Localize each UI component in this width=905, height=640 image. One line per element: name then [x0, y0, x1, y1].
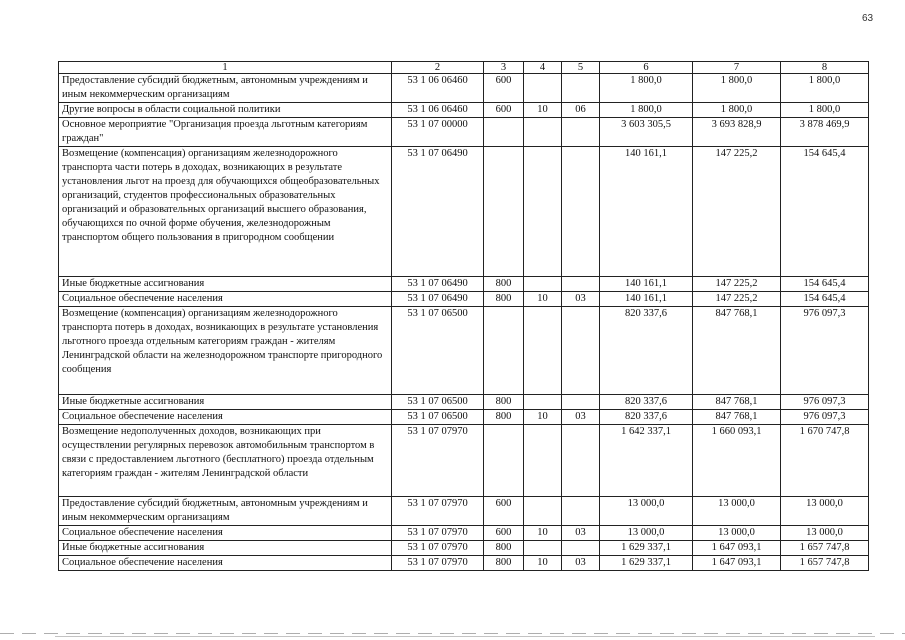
row-c5: 03: [562, 526, 600, 541]
row-c7: 147 225,2: [693, 292, 781, 307]
row-c3: 600: [484, 497, 524, 526]
row-c8: 154 645,4: [781, 277, 869, 292]
row-c4: 10: [524, 556, 562, 571]
row-c5: [562, 497, 600, 526]
row-name: Иные бюджетные ассигнования: [59, 277, 392, 292]
row-c6: 140 161,1: [600, 292, 693, 307]
row-c6: 1 800,0: [600, 74, 693, 103]
row-c8: 1 800,0: [781, 103, 869, 118]
row-c5: 03: [562, 410, 600, 425]
row-c6: 1 800,0: [600, 103, 693, 118]
row-c4: [524, 395, 562, 410]
row-c6: 3 603 305,5: [600, 118, 693, 147]
row-c3: 800: [484, 541, 524, 556]
row-name: Иные бюджетные ассигнования: [59, 395, 392, 410]
row-c5: [562, 277, 600, 292]
row-c3: [484, 425, 524, 497]
row-c4: [524, 277, 562, 292]
row-c7: 1 660 093,1: [693, 425, 781, 497]
row-name: Возмещение (компенсация) организациям железнодорожного транспорта потерь в доходах, возникающих в результате установления льготного проезда отдельным категориям граждан - жителям Ленинградской области на железнодорожном транспорте пригородного сообщения: [59, 307, 392, 395]
row-name: Возмещение (компенсация) организациям железнодорожного транспорта части потерь в доходах, возникающих в результате установления льгот на проезд для обучающихся общеобразовательных организаций, студентов профессиональных образовательных организаций и образовательных организаций высшего образования, обучающихся по очной форме обучения, железнодорожным транспортом общего пользования в пригородном сообщении: [59, 147, 392, 277]
row-c6: 820 337,6: [600, 307, 693, 395]
row-c4: 10: [524, 103, 562, 118]
row-c4: [524, 497, 562, 526]
row-c3: 600: [484, 74, 524, 103]
row-c5: [562, 425, 600, 497]
column-header: 6: [600, 62, 693, 74]
row-c3: 800: [484, 410, 524, 425]
row-name: Социальное обеспечение населения: [59, 526, 392, 541]
row-c7: 147 225,2: [693, 277, 781, 292]
row-c7: 13 000,0: [693, 526, 781, 541]
row-c4: [524, 74, 562, 103]
table-row: [59, 410, 869, 425]
row-c8: 3 878 469,9: [781, 118, 869, 147]
row-code: 53 1 07 00000: [392, 118, 484, 147]
row-c8: 1 657 747,8: [781, 556, 869, 571]
row-c3: 600: [484, 103, 524, 118]
row-c7: 847 768,1: [693, 307, 781, 395]
row-c4: [524, 118, 562, 147]
row-c4: 10: [524, 292, 562, 307]
row-code: 53 1 07 07970: [392, 541, 484, 556]
table-row: [59, 497, 869, 526]
row-c7: 847 768,1: [693, 395, 781, 410]
row-c7: 1 647 093,1: [693, 556, 781, 571]
row-c8: 154 645,4: [781, 147, 869, 277]
row-c8: 1 670 747,8: [781, 425, 869, 497]
row-name: Другие вопросы в области социальной политики: [59, 103, 392, 118]
row-code: 53 1 07 07970: [392, 556, 484, 571]
column-number-row: [59, 62, 869, 74]
page-number: 63: [862, 13, 874, 24]
row-c7: 1 800,0: [693, 74, 781, 103]
row-c8: 13 000,0: [781, 526, 869, 541]
row-c6: 820 337,6: [600, 395, 693, 410]
column-header: 4: [524, 62, 562, 74]
row-c6: 1 642 337,1: [600, 425, 693, 497]
row-c3: 800: [484, 277, 524, 292]
table-row: [59, 103, 869, 118]
row-code: 53 1 07 06490: [392, 147, 484, 277]
table-row: [59, 425, 869, 497]
row-name: Предоставление субсидий бюджетным, автономным учреждениям и иным некоммерческим организациям: [59, 74, 392, 103]
row-c8: 13 000,0: [781, 497, 869, 526]
row-c8: 976 097,3: [781, 395, 869, 410]
column-header: 3: [484, 62, 524, 74]
table-row: [59, 147, 869, 277]
table-row: [59, 277, 869, 292]
row-c6: 140 161,1: [600, 147, 693, 277]
row-name: Социальное обеспечение населения: [59, 410, 392, 425]
row-c4: [524, 147, 562, 277]
row-c7: 3 693 828,9: [693, 118, 781, 147]
table-row: [59, 118, 869, 147]
row-c7: 147 225,2: [693, 147, 781, 277]
row-c8: 1 800,0: [781, 74, 869, 103]
row-c4: 10: [524, 526, 562, 541]
row-code: 53 1 07 06490: [392, 277, 484, 292]
column-header: 7: [693, 62, 781, 74]
row-c5: [562, 541, 600, 556]
table-row: [59, 526, 869, 541]
row-c6: 140 161,1: [600, 277, 693, 292]
row-c4: [524, 307, 562, 395]
row-c3: 800: [484, 395, 524, 410]
row-code: 53 1 07 07970: [392, 425, 484, 497]
table-row: [59, 395, 869, 410]
row-c7: 847 768,1: [693, 410, 781, 425]
row-c3: 800: [484, 292, 524, 307]
budget-table: [58, 61, 869, 571]
row-code: 53 1 06 06460: [392, 103, 484, 118]
row-c3: [484, 118, 524, 147]
row-c6: 1 629 337,1: [600, 556, 693, 571]
row-c6: 1 629 337,1: [600, 541, 693, 556]
row-code: 53 1 07 06500: [392, 395, 484, 410]
row-c7: 1 647 093,1: [693, 541, 781, 556]
row-c3: [484, 307, 524, 395]
row-c8: 154 645,4: [781, 292, 869, 307]
row-c7: 1 800,0: [693, 103, 781, 118]
table-row: [59, 556, 869, 571]
row-c4: 10: [524, 410, 562, 425]
row-c3: [484, 147, 524, 277]
column-header: 2: [392, 62, 484, 74]
row-c4: [524, 425, 562, 497]
row-c5: [562, 147, 600, 277]
row-c8: 1 657 747,8: [781, 541, 869, 556]
row-name: Предоставление субсидий бюджетным, автономным учреждениям и иным некоммерческим организациям: [59, 497, 392, 526]
column-header: 5: [562, 62, 600, 74]
row-code: 53 1 07 07970: [392, 497, 484, 526]
row-c7: 13 000,0: [693, 497, 781, 526]
row-c3: 600: [484, 526, 524, 541]
row-c5: 03: [562, 292, 600, 307]
row-name: Возмещение недополученных доходов, возникающих при осуществлении регулярных перевозок автомобильным транспортом в связи с предоставлением льготного (бесплатного) проезда отдельным категориям граждан - жителям Ленинградской области: [59, 425, 392, 497]
column-header: 1: [59, 62, 392, 74]
row-c5: [562, 307, 600, 395]
row-name: Социальное обеспечение населения: [59, 556, 392, 571]
table-row: [59, 541, 869, 556]
row-code: 53 1 06 06460: [392, 74, 484, 103]
row-c5: [562, 74, 600, 103]
scan-artifact-line: [55, 636, 875, 637]
row-c5: [562, 118, 600, 147]
row-c6: 13 000,0: [600, 497, 693, 526]
row-c5: 06: [562, 103, 600, 118]
row-c4: [524, 541, 562, 556]
row-c6: 820 337,6: [600, 410, 693, 425]
row-c5: 03: [562, 556, 600, 571]
row-c5: [562, 395, 600, 410]
row-name: Основное мероприятие "Организация проезда льготным категориям граждан": [59, 118, 392, 147]
row-c6: 13 000,0: [600, 526, 693, 541]
row-code: 53 1 07 06500: [392, 410, 484, 425]
row-name: Социальное обеспечение населения: [59, 292, 392, 307]
row-code: 53 1 07 07970: [392, 526, 484, 541]
table-row: [59, 292, 869, 307]
row-c8: 976 097,3: [781, 410, 869, 425]
scan-artifact-line: [0, 633, 905, 634]
row-code: 53 1 07 06490: [392, 292, 484, 307]
table-row: [59, 74, 869, 103]
row-c8: 976 097,3: [781, 307, 869, 395]
row-code: 53 1 07 06500: [392, 307, 484, 395]
table-row: [59, 307, 869, 395]
row-c3: 800: [484, 556, 524, 571]
row-name: Иные бюджетные ассигнования: [59, 541, 392, 556]
column-header: 8: [781, 62, 869, 74]
